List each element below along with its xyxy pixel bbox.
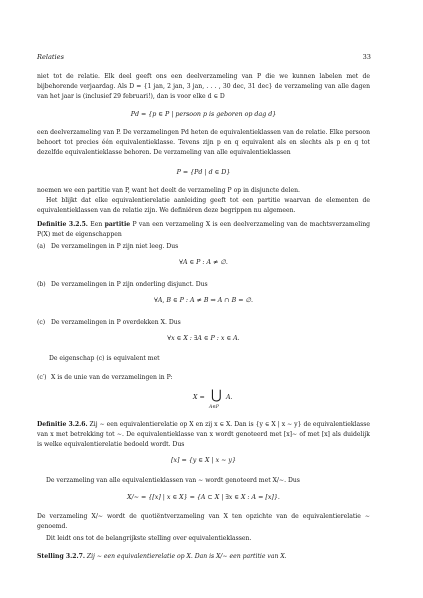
union-rhs: A. — [226, 394, 233, 401]
formula-a: ∀A ∈ P : A ≠ ∅. — [179, 259, 228, 266]
paragraph-quotient-definition: De verzameling X/∼ wordt de quotiëntverzameling van X ten opzichte van de equivalentierelatie ∼ genoemd. — [37, 513, 370, 530]
theorem-label: Stelling 3.2.7. — [37, 553, 85, 560]
equation-union — [37, 388, 370, 414]
definition-3-2-6 — [37, 420, 370, 450]
page-number: 33 — [362, 53, 371, 61]
item-label: (c) — [37, 319, 46, 326]
equation-quotient: X/∼ = {[x] | x ∈ X} = {A ⊂ X | ∃x ∈ X : A = [x]}. — [127, 494, 280, 501]
union-lhs: X = — [193, 394, 205, 401]
definition-label: Definitie 3.2.5. — [37, 221, 88, 228]
definition-3-2-5 — [37, 220, 370, 240]
paragraph-equivalent: De eigenschap (c) is equivalent met — [49, 355, 160, 362]
formula-c: ∀x ∈ X : ∃A ∈ P : x ∈ A. — [167, 335, 240, 342]
list-item-a — [37, 242, 370, 252]
big-union-symbol: ⋃ — [211, 388, 222, 403]
paragraph-leads-to-theorem: Dit leidt ons tot de belangrijkste stelling over equivalentieklassen. — [46, 535, 252, 542]
paragraph-intro: niet tot de relatie. Elk deel geeft ons een deelverzameling van P die we kunnen labelen met de bijbehorende verjaardag. Als D = {1 jan, 2 jan, 3 jan, . . . , 30 dec, 31 dec} de verzameling van alle dagen van het jaar is (inclusief 29 februari!), dan is voor elke d ∈ D — [37, 73, 370, 100]
formula-b: ∀A, B ∈ P : A ≠ B ⇒ A ∩ B = ∅. — [154, 297, 253, 304]
item-text: X is de unie van de verzamelingen in P: — [51, 374, 173, 381]
paragraph-partition: noemen we een partitie van P, want het deelt de verzameling P op in disjuncte delen. — [37, 187, 300, 194]
list-item-c-prime — [37, 373, 370, 383]
item-label: (a) — [37, 243, 46, 250]
equation-pd: Pd = {p ∈ P | persoon p is geboren op dag d} — [130, 111, 277, 118]
definition-label: Definitie 3.2.6. — [37, 421, 88, 428]
paragraph-general: Het blijkt dat elke equivalentierelatie aanleiding geeft tot een partitie waarvan de elementen de equivalentieklassen van de relatie zijn. We definiëren deze begrippen nu algemeen. — [37, 197, 370, 214]
equation-class-x: [x] = {y ∈ X | x ∼ y} — [171, 457, 236, 464]
item-label: (c′) — [37, 374, 47, 381]
definition-text-before: Een — [90, 221, 103, 228]
paragraph-equivalence-classes: een deelverzameling van P. De verzamelingen Pd heten de equivalentieklassen van de relatie. Elke persoon behoort tot precies één equivalentieklasse. Tevens zijn p en q equivalent als en slechts als p en q tot dezelfde equivalentieklasse behoren. De verzameling van alle equivalentieklassen — [37, 129, 370, 156]
definition-text-after: P van een verzameling X is een deelverzameling van de machtsverzameling P(X) met de eigenschappen — [37, 221, 371, 238]
list-item-b — [37, 280, 370, 290]
paragraph-quotient-notation: De verzameling van alle equivalentieklassen van ∼ wordt genoteerd met X/∼. Dus — [46, 477, 300, 484]
item-label: (b) — [37, 281, 46, 288]
definition-term: partitie — [104, 221, 131, 228]
running-header-title: Relaties — [37, 53, 64, 61]
equation-partition-p: P = {Pd | d ∈ D} — [176, 169, 231, 176]
list-item-c — [37, 318, 370, 328]
union-subscript: A∈P — [209, 405, 219, 410]
theorem-3-2-7 — [37, 552, 370, 562]
definition-text: Zij ∼ een equivalentierelatie op X en zij x ∈ X. Dan is {y ∈ X | x ∼ y} de equivalentieklasse van x met betrekking tot ∼. De equivalentieklasse van x wordt genoteerd met [x]∼ of met [x] als duidelijk is welke equivalentierelatie bedoeld wordt. Dus — [37, 421, 370, 448]
theorem-text: Zij ∼ een equivalentierelatie op X. Dan is X/∼ een partitie van X. — [86, 553, 287, 560]
item-text: De verzamelingen in P zijn niet leeg. Dus — [51, 243, 179, 250]
item-text: De verzamelingen in P overdekken X. Dus — [51, 319, 181, 326]
item-text: De verzamelingen in P zijn onderling disjunct. Dus — [51, 281, 208, 288]
